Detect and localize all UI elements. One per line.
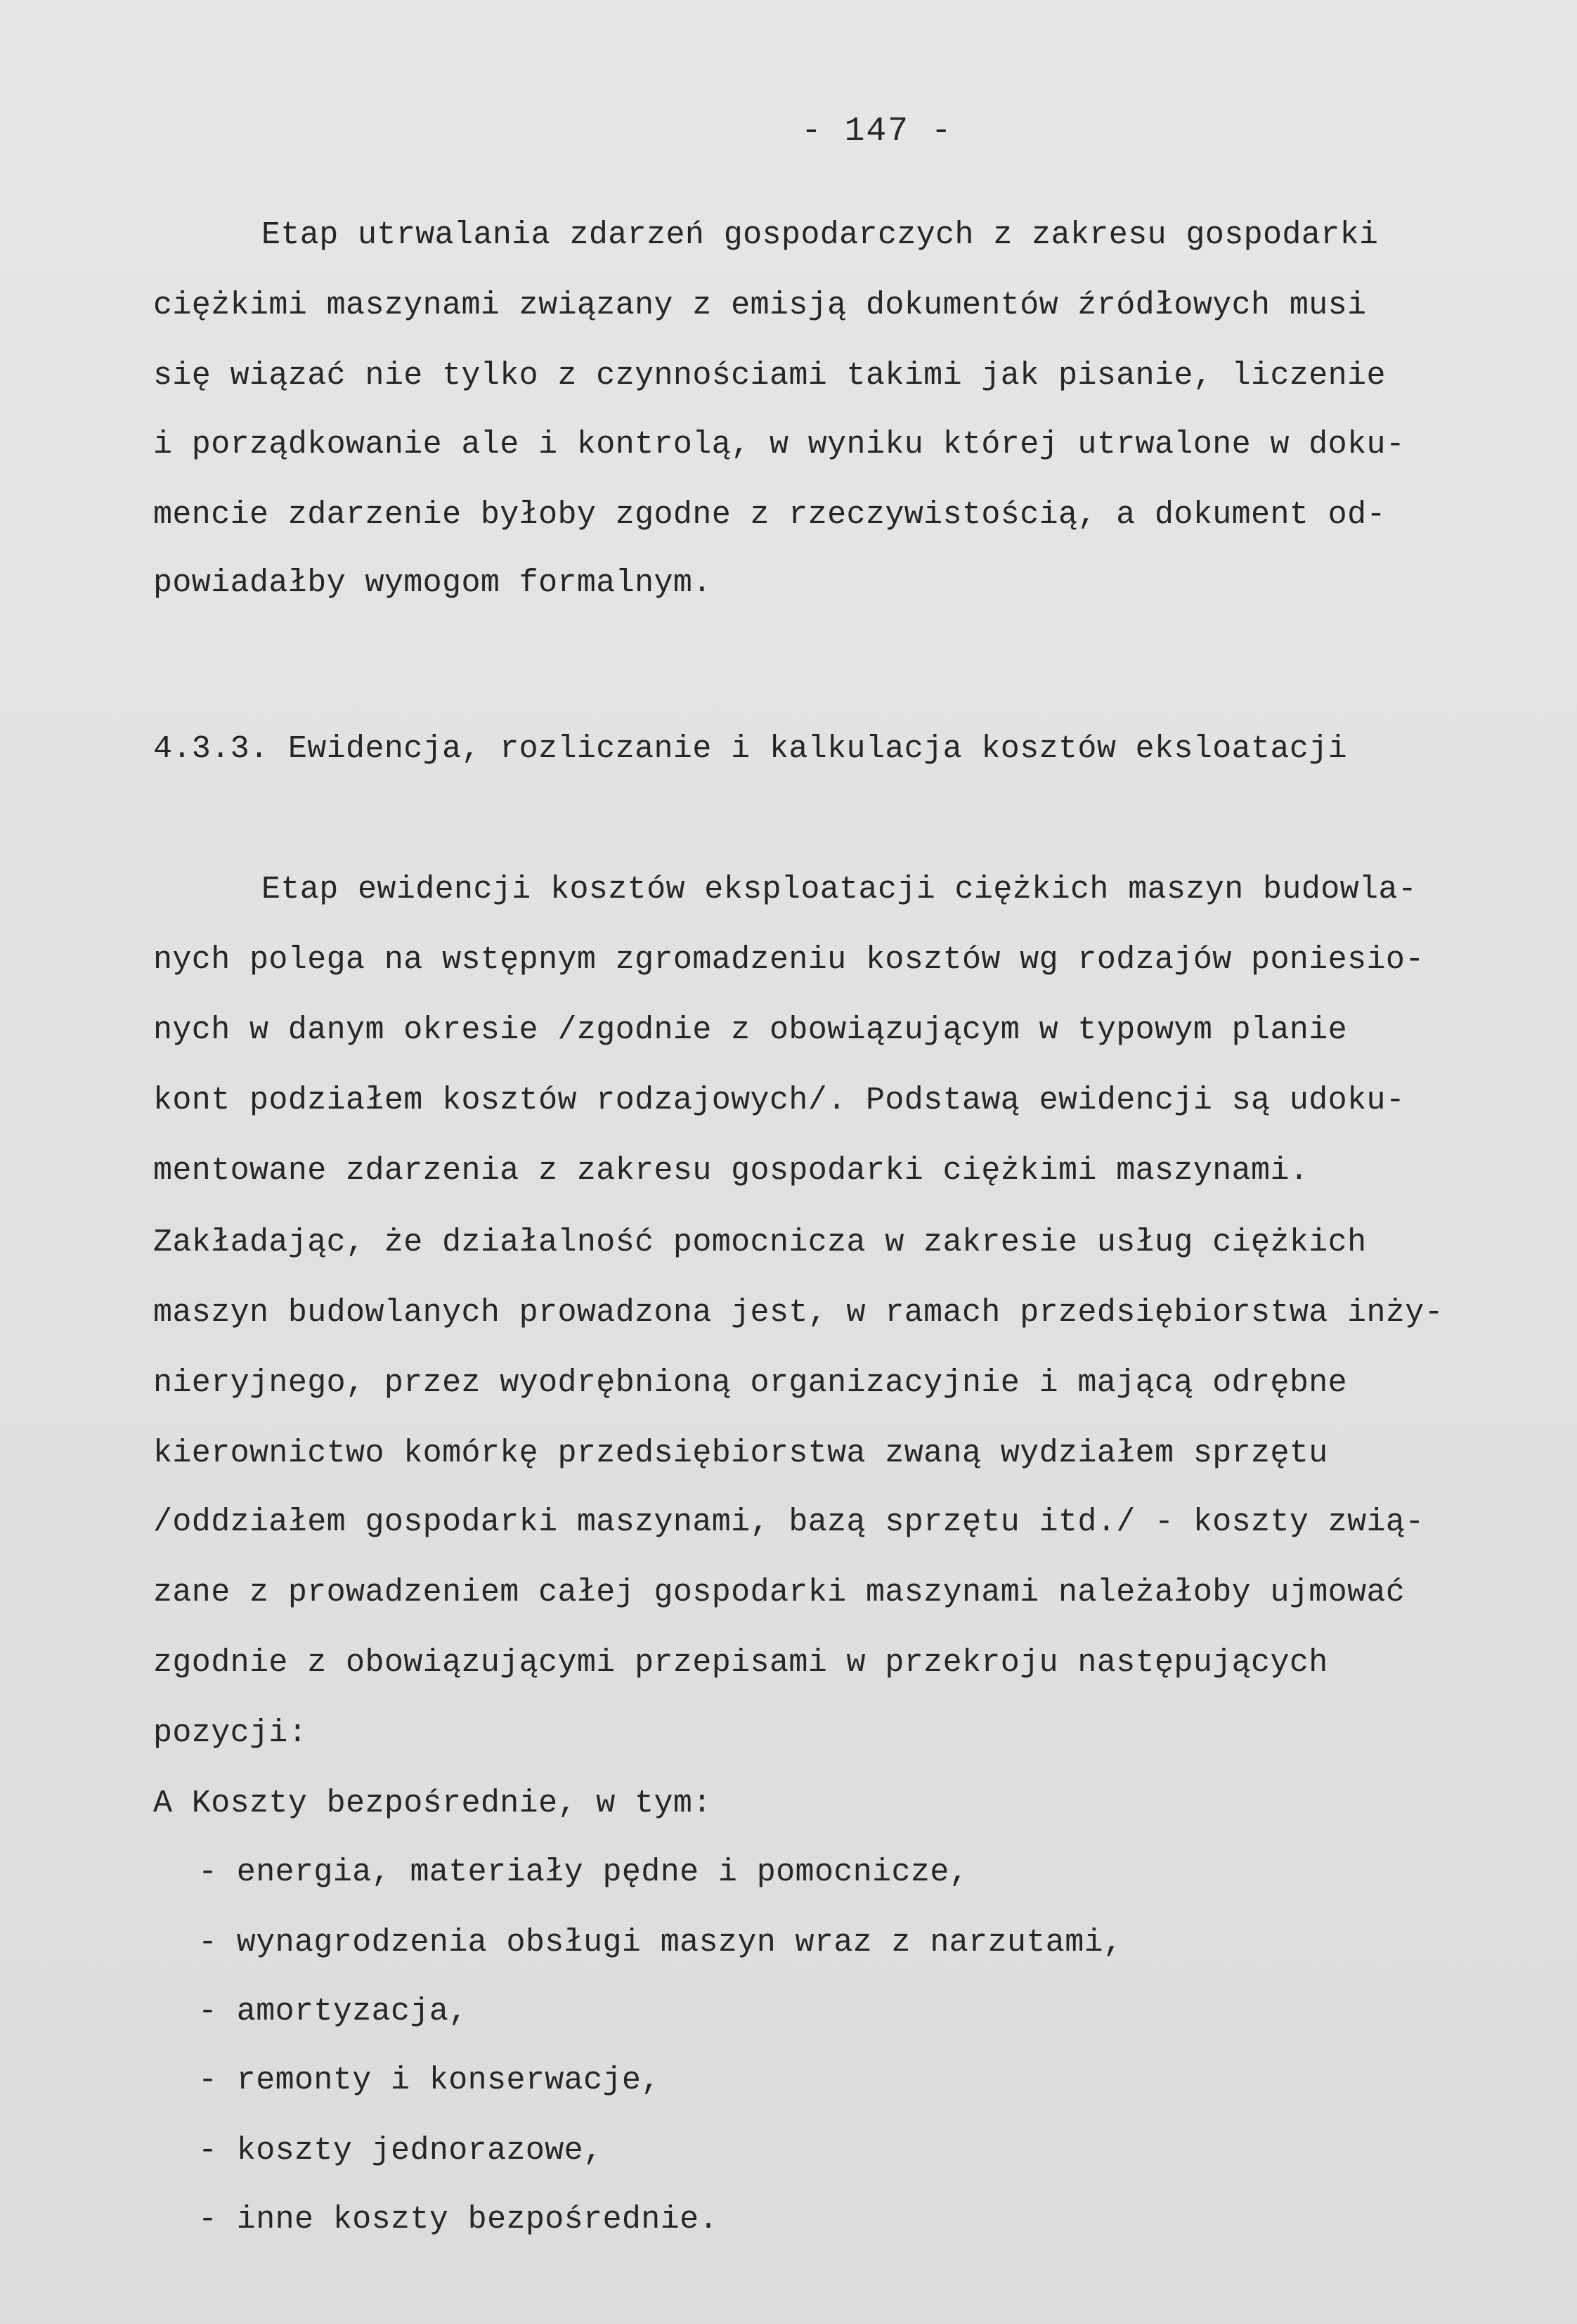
paragraph-2-line-11: zane z prowadzeniem całej gospodarki maszynami należałoby ujmować bbox=[153, 1575, 1406, 1610]
list-title: A Koszty bezpośrednie, w tym: bbox=[153, 1786, 712, 1821]
page-number: - 147 - bbox=[801, 112, 953, 150]
paragraph-2-line-12: zgodnie z obowiązującymi przepisami w przekroju następujących bbox=[153, 1645, 1328, 1681]
list-item-2: - wynagrodzenia obsługi maszyn wraz z narzutami, bbox=[198, 1925, 1123, 1961]
paragraph-2-line-9: kierownictwo komórkę przedsiębiorstwa zwaną wydziałem sprzętu bbox=[153, 1435, 1328, 1471]
paragraph-2-line-8: nieryjnego, przez wyodrębnioną organizacyjnie i mającą odrębne bbox=[153, 1365, 1348, 1401]
list-item-3: - amortyzacja, bbox=[198, 1994, 468, 2029]
paragraph-2-line-4: kont podziałem kosztów rodzajowych/. Podstawą ewidencji są udoku- bbox=[153, 1083, 1406, 1118]
list-item-6: - inne koszty bezpośrednie. bbox=[198, 2202, 718, 2238]
list-item-1: - energia, materiały pędne i pomocnicze, bbox=[198, 1854, 969, 1890]
paragraph-2-line-2: nych polega na wstępnym zgromadzeniu kosztów wg rodzajów poniesio- bbox=[153, 942, 1425, 978]
paragraph-1-line-4: i porządkowanie ale i kontrolą, w wyniku której utrwalone w doku- bbox=[153, 427, 1406, 463]
paragraph-2-line-13: pozycji: bbox=[153, 1715, 308, 1751]
paragraph-2-line-3: nych w danym okresie /zgodnie z obowiązującym w typowym planie bbox=[153, 1012, 1348, 1048]
list-item-5: - koszty jednorazowe, bbox=[198, 2133, 603, 2169]
section-heading: 4.3.3. Ewidencja, rozliczanie i kalkulacja kosztów eksloatacji bbox=[153, 731, 1348, 767]
paragraph-1-line-3: się wiązać nie tylko z czynnościami takimi jak pisanie, liczenie bbox=[153, 358, 1386, 394]
list-item-4: - remonty i konserwacje, bbox=[198, 2062, 661, 2098]
paragraph-2-line-7: maszyn budowlanych prowadzona jest, w ramach przedsiębiorstwa inży- bbox=[153, 1295, 1444, 1331]
paragraph-1-line-6: powiadałby wymogom formalnym. bbox=[153, 565, 712, 601]
paragraph-1-line-2: ciężkimi maszynami związany z emisją dokumentów źródłowych musi bbox=[153, 288, 1367, 323]
paragraph-2-line-5: mentowane zdarzenia z zakresu gospodarki ciężkimi maszynami. bbox=[153, 1153, 1309, 1189]
paragraph-2-line-1: Etap ewidencji kosztów eksploatacji ciężkich maszyn budowla- bbox=[261, 872, 1417, 908]
paragraph-2-line-10: /oddziałem gospodarki maszynami, bazą sprzętu itd./ - koszty zwią- bbox=[153, 1504, 1425, 1540]
paragraph-1-line-5: mencie zdarzenie byłoby zgodne z rzeczywistością, a dokument od- bbox=[153, 497, 1386, 533]
paragraph-2-line-6: Zakładając, że działalność pomocnicza w zakresie usług ciężkich bbox=[153, 1225, 1367, 1260]
paragraph-1-line-1: Etap utrwalania zdarzeń gospodarczych z zakresu gospodarki bbox=[261, 217, 1379, 253]
